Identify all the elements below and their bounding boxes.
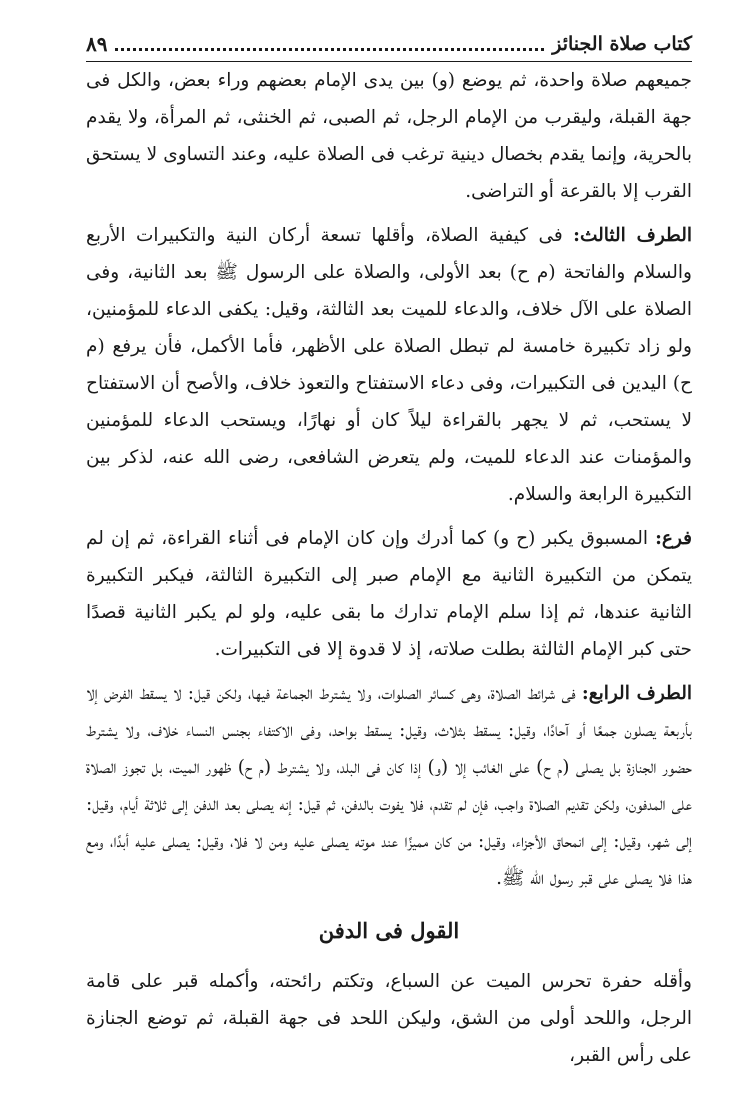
paragraph-branch bbox=[86, 520, 692, 668]
section-heading: القول فى الدفن bbox=[318, 918, 460, 943]
running-header bbox=[86, 30, 692, 58]
paragraph-continuation bbox=[86, 62, 692, 210]
paragraph-text: فى شرائط الصلاة، وهى كسائر الصلوات، ولا يشترط الجماعة فيها، ولكن قيل: لا يسقط الفرض إلا بأربعة يصلون جمعًا أو آحادًا، وقيل: يسقط بثلاث، وقيل: يسقط بواحد، وفى الاكتفاء بجنس النساء خلاف، ولا يشترط حضور الجنازة بل يصلى (م ح) على الغائب إلا (و) إذا كان فى البلد، ولا يشترط (م ح) ظهور الميت، بل تجوز الصلاة على المدفون، ولكن تقديم الصلاة واجب، فإن لم تقدم، فلا يفوت بالدفن، ثم قيل: إنه يصلى بعد الدفن إلى ثلاثة أيام، وقيل: إلى شهر، وقيل: إلى انمحاق الأجزاء، وقيل: من كان مميزًا عند موته يصلى عليه ومن لا فلا، وقيل: يصلى عليه أبدًا، ومع هذا فلا يصلى على قبر رسول الله ﷺ. bbox=[86, 683, 692, 889]
paragraph-text: جميعهم صلاة واحدة، ثم يوضع (و) بين يدى الإمام بعضهم وراء بعض، والكل فى جهة القبلة، وليقرب من الإمام الرجل، ثم الصبى، ثم الخنثى، ثم المرأة، ولا يقدم بالحرية، وإنما يقدم بخصال دينية ترغب فى الصلاة عليه، وعند التساوى لا يستحق القرب إلا بالقرعة أو التراضى. bbox=[86, 70, 692, 202]
book-title: كتاب صلاة الجنائز bbox=[552, 33, 692, 55]
paragraph-text: وأقله حفرة تحرس الميت عن السباع، وتكتم رائحته، وأكمله قبر على قامة الرجل، واللحد أولى من الشق، وليكن اللحد فى جهة القبلة، ثم توضع الجنازة على رأس القبر، bbox=[86, 971, 692, 1066]
page-body bbox=[86, 62, 692, 1074]
page-number: ٨٩ bbox=[86, 32, 108, 56]
paragraph-lead: فرع: bbox=[655, 528, 692, 549]
paragraph-burial bbox=[86, 963, 692, 1074]
paragraph-third-part bbox=[86, 217, 692, 513]
paragraph-fourth-part bbox=[86, 675, 692, 897]
paragraph-lead: الطرف الرابع: bbox=[581, 683, 692, 704]
paragraph-lead: الطرف الثالث: bbox=[573, 225, 693, 246]
paragraph-text: فى كيفية الصلاة، وأقلها تسعة أركان النية والتكبيرات الأربع والسلام والفاتحة (م ح) بعد الأولى، والصلاة على الرسول ﷺ بعد الثانية، وفى الصلاة على الآل خلاف، والدعاء للميت بعد الثالثة، وقيل: يكفى الدعاء للمؤمنين، ولو زاد تكبيرة خامسة لم تبطل الصلاة على الأظهر، فأما الأكمل، فأن يرفع (م ح) اليدين فى التكبيرات، وفى دعاء الاستفتاح والتعوذ خلاف، والأصح أن الاستفتاح لا يستحب، ثم لا يجهر بالقراءة ليلاً كان أو نهارًا، ويستحب الدعاء للمؤمنين والمؤمنات عند الدعاء للميت، ولم يتعرض الشافعى، رضى الله عنه، لذكر بين التكبيرة الرابعة والسلام. bbox=[86, 225, 692, 505]
leader-dots bbox=[115, 38, 544, 51]
paragraph-text: المسبوق يكبر (ح و) كما أدرك وإن كان الإمام فى أثناء القراءة، ثم إن لم يتمكن من التكبيرة الثانية مع الإمام صبر إلى التكبيرة الثالثة، فيكبر التكبيرة الثانية عندها، ثم إذا سلم الإمام تدارك ما بقى عليه، ولو لم يكبر الثانية قصدًا حتى كبر الإمام الثالثة بطلت صلاته، إذ لا قدوة إلا فى التكبيرات. bbox=[86, 528, 692, 660]
